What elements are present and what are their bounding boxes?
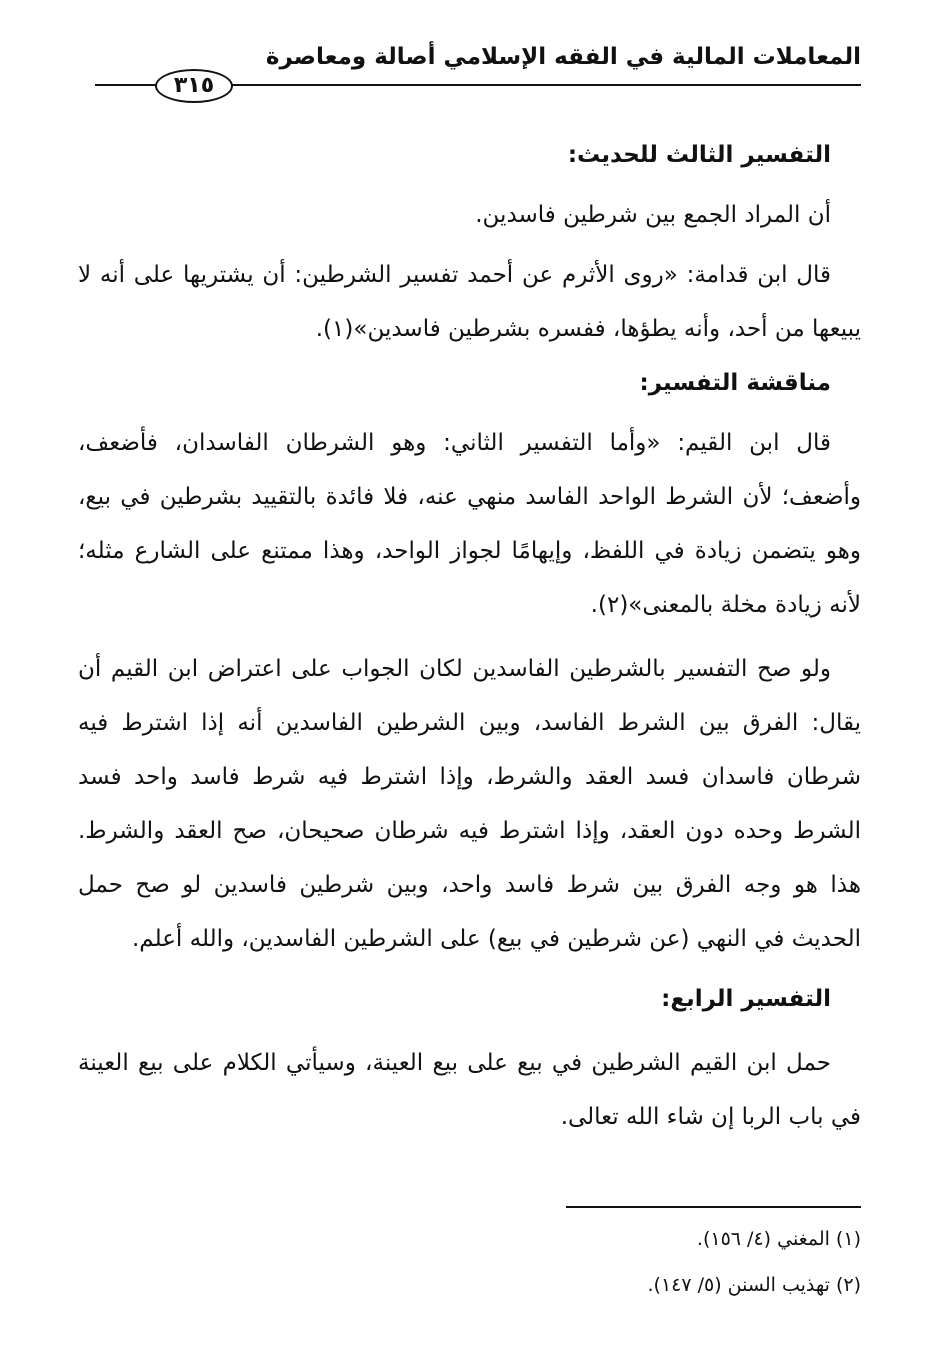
paragraph: قال ابن القيم: «وأما التفسير الثاني: وهو الشرطان الفاسدان، فأضعف، وأضعف؛ لأن الشرط الواحد الفاسد منهي عنه، فلا فائدة بالتقييد بشرطين في بيع، وهو يتضمن زيادة في اللفظ، وإيهامًا لجواز الواحد، وهذا ممتنع على الشارع مثله؛ لأنه زيادة مخلة بالمعنى»(٢). [78,430,861,618]
footnote-2: (٢) تهذيب السنن (٥/ ١٤٧). [647,1274,861,1296]
paragraph: قال ابن قدامة: «روى الأثرم عن أحمد تفسير الشرطين: أن يشتريها على أنه لا يبيعها من أحد، وأنه يطؤها، ففسره بشرطين فاسدين»(١). [78,262,861,342]
paragraph: أن المراد الجمع بين شرطين فاسدين. [475,202,831,228]
paragraph: ولو صح التفسير بالشرطين الفاسدين لكان الجواب على اعتراض ابن القيم أن يقال: الفرق بين الشرط الفاسد، وبين الشرطين الفاسدين أنه إذا اشترط فيه شرطان فاسدان فسد العقد والشرط، وإذا اشترط فيه شرط فاسد واحد فسد الشرط وحده دون العقد، وإذا اشترط فيه شرطان صحيحان، صح العقد والشرط. هذا هو وجه الفرق بين شرط فاسد واحد، وبين شرطين فاسدين لو صح حمل الحديث في النهي (عن شرطين في بيع) على الشرطين الفاسدين، والله أعلم. [78,656,861,952]
section-heading-fourth-interpretation: التفسير الرابع: [661,986,831,1012]
book-title: المعاملات المالية في الفقه الإسلامي أصالة ومعاصرة [265,44,861,70]
page-body [78,128,861,1144]
footnote-1: (١) المغني (٤/ ١٥٦). [696,1228,861,1250]
paragraph: حمل ابن القيم الشرطين في بيع على بيع العينة، وسيأتي الكلام على بيع العينة في باب الربا إن شاء الله تعالى. [78,1050,861,1130]
section-heading-third-interpretation: التفسير الثالث للحديث: [567,142,831,168]
footnotes [78,1216,861,1308]
page-number: ٣١٥ [155,69,233,103]
footnote-rule [566,1206,861,1208]
page-header [95,40,861,100]
section-heading-discussion: مناقشة التفسير: [639,370,831,396]
